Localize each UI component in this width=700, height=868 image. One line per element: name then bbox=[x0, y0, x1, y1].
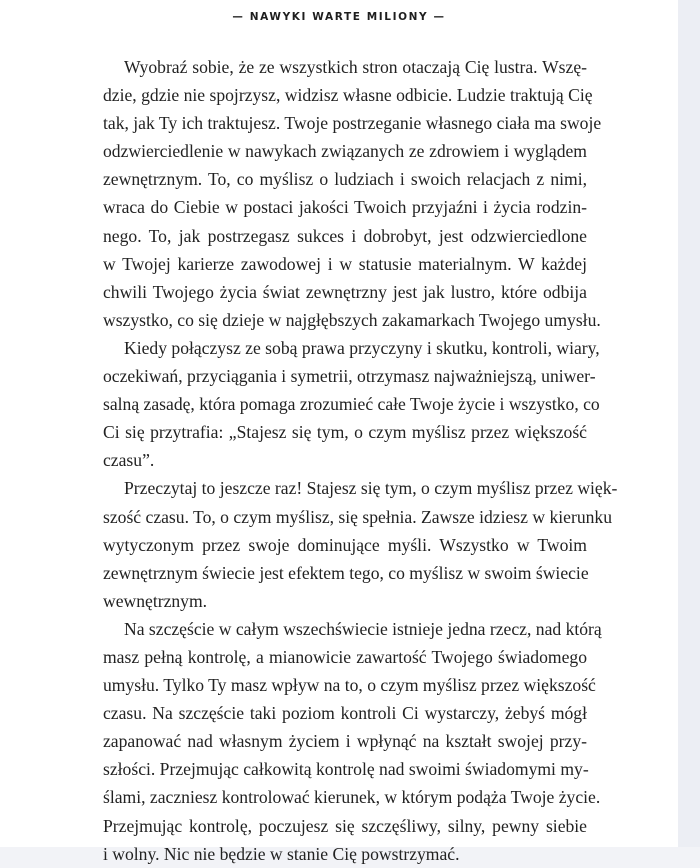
page-body bbox=[103, 53, 618, 868]
text-line: wytyczonym przez swoje dominujące myśli. Wszystko w Twoim bbox=[103, 534, 587, 555]
text-line: Ci się przytrafia: „Stajesz się tym, o czym myślisz przez większość bbox=[103, 422, 587, 443]
text-line: i wolny. Nic nie będzie w stanie Cię powstrzymać. bbox=[103, 843, 460, 864]
text-line: w Twojej karierze zawodowej i w statusie materialnym. W każdej bbox=[103, 253, 587, 274]
text-line: wszystko, co się dzieje w najgłębszych zakamarkach Twojego umysłu. bbox=[103, 309, 601, 330]
text-line: chwili Twojego życia świat zewnętrzny jest jak lustro, które odbija bbox=[103, 281, 587, 302]
text-line: czasu. Na szczęście taki poziom kontroli Ci wystarczy, żebyś mógł bbox=[103, 703, 587, 724]
text-line: zewnętrznym. To, co myślisz o ludziach i swoich relacjach z nimi, bbox=[103, 169, 587, 190]
text-line: wewnętrznym. bbox=[103, 590, 208, 611]
text-line: zapanować nad własnym życiem i wpłynąć na kształt swojej przy- bbox=[103, 731, 587, 752]
text-line: Przeczytaj to jeszcze raz! Stajesz się tym, o czym myślisz przez więk- bbox=[124, 478, 618, 499]
paragraph bbox=[103, 474, 618, 614]
text-line: oczekiwań, przyciągania i symetrii, otrzymasz najważniejszą, uniwer- bbox=[103, 366, 596, 387]
text-line: wraca do Ciebie w postaci jakości Twoich przyjaźni i życia rodzin- bbox=[103, 197, 587, 218]
text-line: Przejmując kontrolę, poczujesz się szczęśliwy, silny, pewny siebie bbox=[103, 815, 587, 836]
text-line: szłości. Przejmując całkowitą kontrolę nad swoimi świadomymi my- bbox=[103, 759, 589, 780]
text-line: nego. To, jak postrzegasz sukces i dobrobyt, jest odzwierciedlone bbox=[103, 225, 587, 246]
paragraph bbox=[103, 334, 600, 474]
text-line: Kiedy połączysz ze sobą prawa przyczyny i skutku, kontroli, wiary, bbox=[124, 337, 600, 358]
text-line: dzie, gdzie nie spojrzysz, widzisz własne odbicie. Ludzie traktują Cię bbox=[103, 85, 593, 106]
page-gutter bbox=[678, 0, 700, 847]
text-line: zewnętrznym świecie jest efektem tego, co myślisz w swoim świecie bbox=[103, 562, 589, 583]
text-line: ślami, zaczniesz kontrolować kierunek, w którym podąża Twoje życie. bbox=[103, 787, 601, 808]
paragraph bbox=[103, 615, 602, 868]
paragraph bbox=[103, 53, 602, 334]
text-line: Wyobraź sobie, że ze wszystkich stron otaczają Cię lustra. Wszę- bbox=[124, 57, 587, 77]
text-line: czasu”. bbox=[103, 450, 155, 471]
text-line: tak, jak Ty ich traktujesz. Twoje postrzeganie własnego ciała ma swoje bbox=[103, 113, 602, 134]
text-line: szość czasu. To, o czym myślisz, się spełnia. Zawsze idziesz w kierunku bbox=[103, 506, 613, 527]
running-header: — NAWYKI WARTE MILIONY — bbox=[232, 11, 446, 23]
text-line: odzwierciedlenie w nawykach związanych ze zdrowiem i wyglądem bbox=[103, 141, 587, 162]
text-line: Na szczęście w całym wszechświecie istnieje jedna rzecz, nad którą bbox=[124, 618, 602, 639]
text-line: masz pełną kontrolę, a mianowicie zawartość Twojego świadomego bbox=[103, 646, 587, 667]
text-line: salną zasadę, która pomaga zrozumieć całe Twoje życie i wszystko, co bbox=[103, 394, 600, 415]
text-line: umysłu. Tylko Ty masz wpływ na to, o czym myślisz przez większość bbox=[103, 675, 596, 696]
